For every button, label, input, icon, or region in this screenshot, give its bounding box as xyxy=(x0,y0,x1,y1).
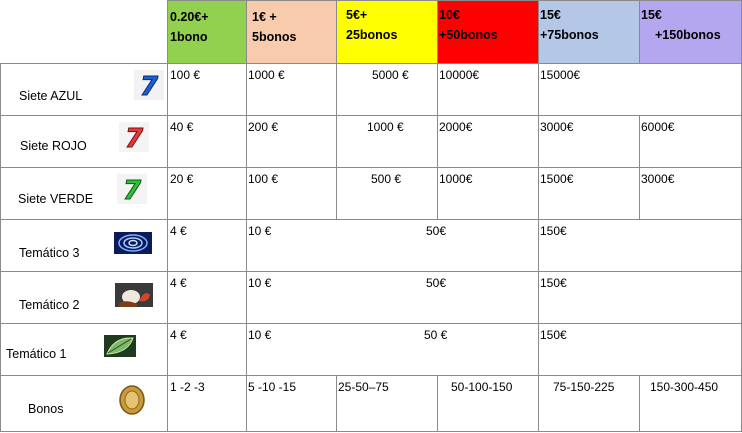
grid-line xyxy=(0,115,742,116)
value-cell: 150€ xyxy=(540,328,567,342)
svg-text:7: 7 xyxy=(124,124,144,152)
value-cell: 25-50–75 xyxy=(338,380,389,394)
grid-line xyxy=(639,115,640,219)
value-cell: 10 € xyxy=(248,224,272,238)
value-cell: 150€ xyxy=(540,224,567,238)
green-seven-icon xyxy=(117,174,147,204)
value-cell: 1000 € xyxy=(367,120,404,134)
header-line-2: +75bonos xyxy=(540,28,599,42)
value-cell: 5000 € xyxy=(372,68,409,82)
grid-line xyxy=(0,271,742,272)
value-cell: 200 € xyxy=(248,120,279,134)
value-cell: 150€ xyxy=(540,276,567,290)
header-cell-0 xyxy=(168,0,246,63)
value-cell: 10 € xyxy=(248,328,272,342)
value-cell: 1000 € xyxy=(248,68,285,82)
header-cell-1 xyxy=(246,0,336,63)
value-cell: 10 € xyxy=(248,276,272,290)
gold-coin-icon xyxy=(117,384,147,416)
grid-line xyxy=(639,0,640,63)
red-seven-icon xyxy=(119,122,149,152)
value-cell: 100 € xyxy=(170,68,201,82)
value-cell: 3000€ xyxy=(641,172,675,186)
row-label: Temático 3 xyxy=(19,246,80,260)
leaf-icon xyxy=(104,335,136,357)
grid-line xyxy=(246,0,247,432)
value-cell: 15000€ xyxy=(540,68,581,82)
value-cell: 1 -2 -3 xyxy=(170,380,205,394)
value-cell: 4 € xyxy=(170,224,187,238)
header-cell-2 xyxy=(336,0,437,63)
value-cell: 1500€ xyxy=(540,172,574,186)
svg-text:7: 7 xyxy=(122,176,142,204)
header-cell-3 xyxy=(437,0,538,63)
grid-line xyxy=(0,375,742,376)
row-label: Temático 1 xyxy=(6,347,67,361)
header-line-2: +150bonos xyxy=(655,28,721,42)
value-cell: 50-100-150 xyxy=(451,380,513,394)
blue-fingerprint-icon xyxy=(114,232,152,254)
value-cell: 500 € xyxy=(371,172,402,186)
row-label: Bonos xyxy=(28,402,64,416)
header-line-2: 25bonos xyxy=(346,28,398,42)
value-cell: 100 € xyxy=(248,172,279,186)
blue-seven-icon xyxy=(134,70,164,100)
header-line-1: 15€ xyxy=(540,8,561,22)
value-cell: 3000€ xyxy=(540,120,574,134)
row-label: Temático 2 xyxy=(19,298,80,312)
grid-line xyxy=(0,63,1,432)
grid-line xyxy=(538,0,539,432)
row-label: Siete AZUL xyxy=(19,89,83,103)
grid-line xyxy=(0,167,742,168)
row-label: Siete ROJO xyxy=(20,139,87,153)
header-cell-5 xyxy=(639,0,742,63)
value-cell: 50 € xyxy=(424,328,448,342)
value-cell: 4 € xyxy=(170,328,187,342)
header-line-1: 1€ + xyxy=(252,10,277,24)
header-line-1: 15€ xyxy=(641,8,662,22)
value-cell: 20 € xyxy=(170,172,194,186)
value-cell: 2000€ xyxy=(439,120,473,134)
header-line-1: 5€+ xyxy=(346,8,368,22)
grid-line xyxy=(437,0,438,219)
value-cell: 4 € xyxy=(170,276,187,290)
grid-line xyxy=(0,431,742,432)
grid-line xyxy=(167,0,168,432)
row-label: Siete VERDE xyxy=(18,192,94,206)
value-cell: 40 € xyxy=(170,120,194,134)
grid-line xyxy=(0,323,742,324)
header-line-1: 10€ xyxy=(439,8,460,22)
header-cell-4 xyxy=(538,0,639,63)
header-line-2: +50bonos xyxy=(439,28,498,42)
grid-line xyxy=(336,0,337,219)
grid-line xyxy=(639,375,640,432)
header-line-2: 5bonos xyxy=(252,30,297,44)
grid-line xyxy=(336,375,337,432)
egg-fire-icon xyxy=(115,283,153,307)
value-cell: 150-300-450 xyxy=(650,380,719,394)
value-cell: 10000€ xyxy=(439,68,480,82)
grid-line xyxy=(0,63,742,64)
value-cell: 75-150-225 xyxy=(553,380,615,394)
value-cell: 1000€ xyxy=(439,172,473,186)
grid-line xyxy=(0,219,742,220)
value-cell: 50€ xyxy=(426,276,447,290)
grid-line xyxy=(437,375,438,432)
value-cell: 5 -10 -15 xyxy=(248,380,297,394)
svg-text:7: 7 xyxy=(139,72,159,100)
header-line-2: 1bono xyxy=(170,30,208,44)
value-cell: 50€ xyxy=(426,224,447,238)
value-cell: 6000€ xyxy=(641,120,675,134)
header-line-1: 0.20€+ xyxy=(170,10,209,24)
grid-line xyxy=(168,0,742,1)
